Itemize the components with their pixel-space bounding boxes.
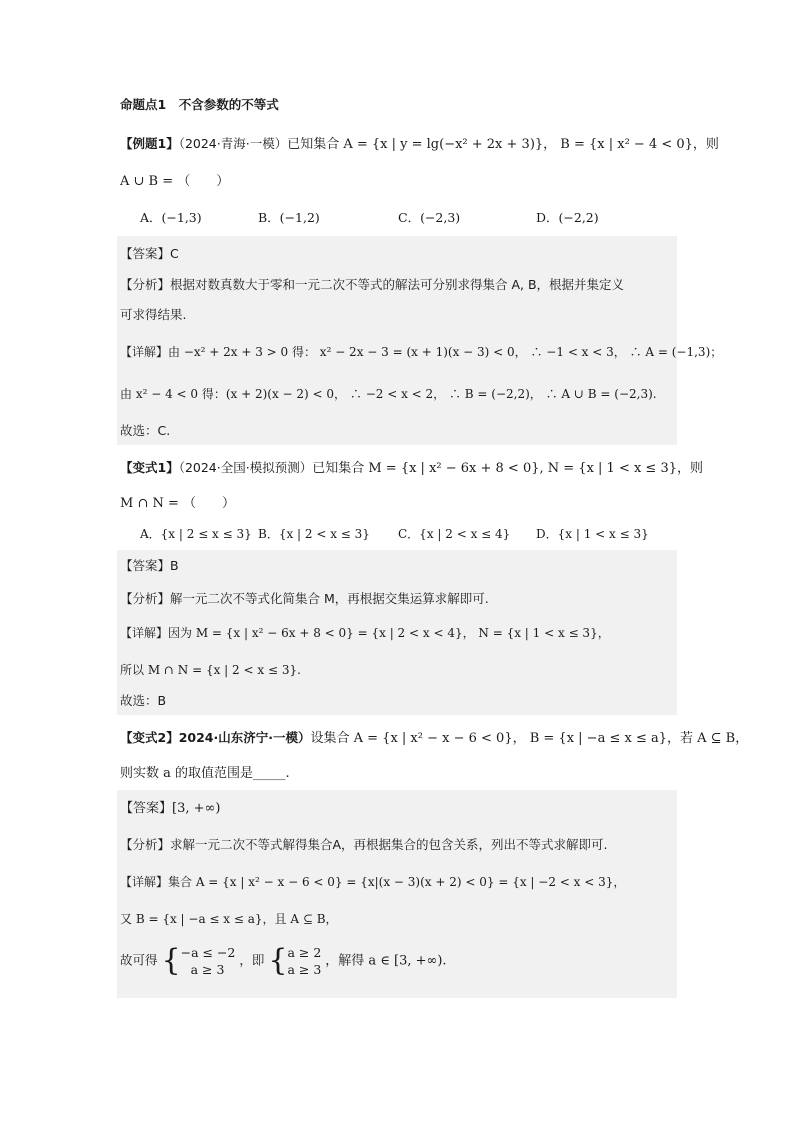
variant1-choose: 故选：B [120, 693, 167, 708]
example1-question-text: 已知集合 A = {x | y = lg(−x² + 2x + 3)}， B = {x | x² − 4 < 0}，则 [287, 137, 719, 152]
example1-choose: 故选：C. [120, 423, 171, 438]
system2-top: a ≥ 2 [287, 945, 322, 960]
variant2-question-line1 [120, 729, 748, 748]
example1-option-b: B．(−1,2) [258, 210, 320, 225]
variant1-option-b: B．{x | 2 < x ≤ 3} [258, 527, 370, 541]
variant1-tag: 【变式1】 [120, 460, 179, 475]
variant2-question-line2: 则实数 a 的取值范围是_____. [120, 766, 290, 781]
variant2-analysis: 【分析】求解一元二次不等式解得集合A，再根据集合的包含关系，列出不等式求解即可. [120, 837, 608, 852]
example1-option-d: D．(−2,2) [536, 210, 599, 225]
example1-detail-line2: 由 x² − 4 < 0 得：(x + 2)(x − 2) < 0， ∴ −2 < x < 2， ∴ B = (−2,2)， ∴ A ∪ B = (−2,3). [120, 387, 657, 401]
variant1-option-c: C．{x | 2 < x ≤ 4} [398, 527, 511, 541]
variant1-source: （2024·全国·模拟预测） [178, 460, 313, 475]
variant1-question-text: 已知集合 M = {x | x² − 6x + 8 < 0}, N = {x | 1 < x ≤ 3}，则 [312, 461, 703, 476]
variant2-detail3-prefix: 故可得 [120, 952, 158, 968]
inequality-system-1 [181, 944, 236, 978]
variant1-question-line1 [120, 459, 703, 478]
variant1-analysis: 【分析】解一元二次不等式化简集合 M，再根据交集运算求解即可. [120, 591, 489, 606]
example1-question-line2: A ∪ B = （ ） [120, 174, 230, 189]
variant2-detail-line2: 又 B = {x | −a ≤ x ≤ a}，且 A ⊆ B， [120, 912, 338, 926]
variant1-detail-line1: 【详解】因为 M = {x | x² − 6x + 8 < 0} = {x | 2 < x < 4}， N = {x | 1 < x ≤ 3}， [120, 626, 610, 640]
example1-answer: 【答案】C [120, 246, 179, 261]
left-brace-1: { [161, 943, 181, 978]
variant1-detail-line2: 所以 M ∩ N = {x | 2 < x ≤ 3}. [120, 663, 301, 677]
example1-source: （2024·青海·一模） [178, 136, 288, 151]
example1-option-c: C．(−2,3) [398, 210, 461, 225]
variant2-detail-line1: 【详解】集合 A = {x | x² − x − 6 < 0} = {x|(x − 3)(x + 2) < 0} = {x | −2 < x < 3}， [120, 875, 626, 889]
example1-detail-line1: 【详解】由 −x² + 2x + 3 > 0 得： x² − 2x − 3 = (x + 1)(x − 3) < 0， ∴ −1 < x < 3， ∴ A = (−1,3)； [120, 345, 723, 359]
variant2-question-text: 设集合 A = {x | x² − x − 6 < 0}， B = {x | −a ≤ x ≤ a}，若 A ⊆ B， [310, 731, 749, 746]
variant2-tag: 【变式2】 [120, 730, 179, 745]
variant2-detail3-suffix: ，解得 a ∈ [3, +∞). [325, 953, 447, 969]
variant1-question-line2: M ∩ N = （ ） [120, 496, 236, 511]
example1-analysis-line1: 【分析】根据对数真数大于零和一元二次不等式的解法可分别求得集合 A, B，根据并集定义 [120, 277, 625, 292]
variant1-option-a: A．{x | 2 ≤ x ≤ 3} [140, 527, 252, 541]
example1-tag: 【例题1】 [120, 136, 179, 151]
system1-top: −a ≤ −2 [180, 945, 236, 960]
section-heading: 命题点1 不含参数的不等式 [120, 97, 279, 112]
variant2-detail3-mid: ，即 [239, 952, 265, 968]
variant2-detail-line3 [120, 944, 447, 978]
example1-analysis-line2: 可求得结果. [120, 307, 187, 322]
variant2-answer: 【答案】[3, +∞) [120, 801, 221, 816]
example1-question-line1 [120, 135, 719, 154]
system1-bottom: a ≥ 3 [190, 962, 225, 977]
inequality-system-2 [287, 944, 321, 978]
example1-option-a: A．(−1,3) [140, 210, 202, 225]
variant1-answer: 【答案】B [120, 558, 179, 573]
example1-solution-box [117, 236, 677, 445]
variant2-source: 2024·山东济宁·一模） [178, 730, 311, 745]
left-brace-2: { [268, 943, 288, 978]
variant1-option-d: D．{x | 1 < x ≤ 3} [536, 527, 649, 541]
system2-bottom: a ≥ 3 [287, 962, 322, 977]
